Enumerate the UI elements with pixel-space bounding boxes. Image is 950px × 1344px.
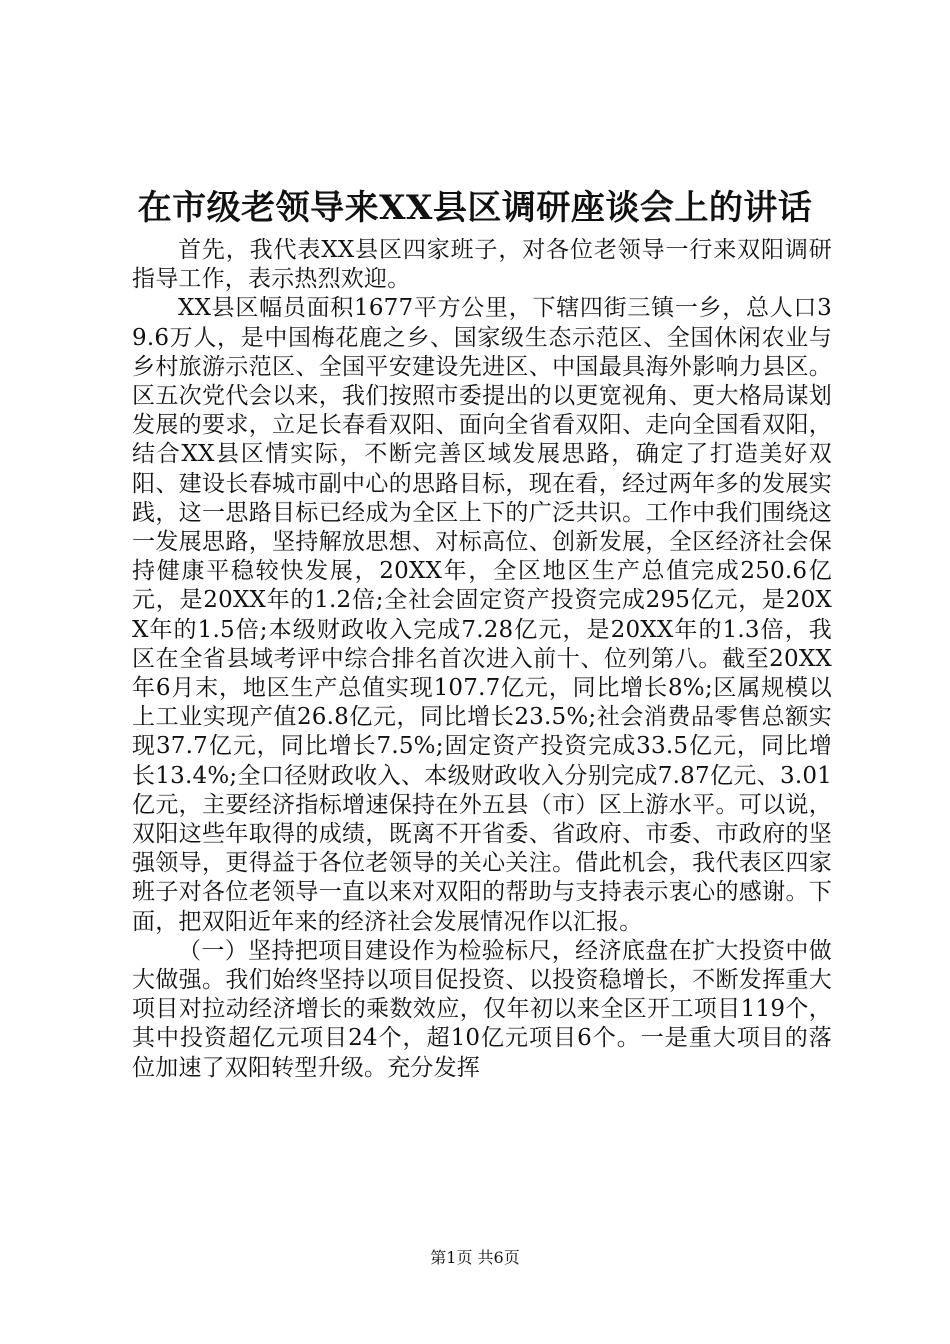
- document-body: [132, 236, 832, 1083]
- paragraph-overview: XX县区幅员面积1677平方公里，下辖四街三镇一乡，总人口39.6万人，是中国梅花鹿之乡、国家级生态示范区、全国休闲农业与乡村旅游示范区、全国平安建设先进区、中国最具海外影响力县区。区五次党代会以来，我们按照市委提出的以更宽视角、更大格局谋划发展的要求，立足长春看双阳、面向全省看双阳、走向全国看双阳，结合XX县区情实际，不断完善区域发展思路，确定了打造美好双阳、建设长春城市副中心的思路目标，现在看，经过两年多的发展实践，这一思路目标已经成为全区上下的广泛共识。工作中我们围绕这一发展思路，坚持解放思想、对标高位、创新发展，全区经济社会保持健康平稳较快发展，20XX年，全区地区生产总值完成250.6亿元，是20XX年的1.2倍;全社会固定资产投资完成295亿元，是20XX年的1.5倍;本级财政收入完成7.28亿元，是20XX年的1.3倍，我区在全省县域考评中综合排名首次进入前十、位列第八。截至20XX年6月末，地区生产总值实现107.7亿元，同比增长8%;区属规模以上工业实现产值26.8亿元，同比增长23.5%;社会消费品零售总额实现37.7亿元，同比增长7.5%;固定资产投资完成33.5亿元，同比增长13.4%;全口径财政收入、本级财政收入分别完成7.87亿元、3.01亿元，主要经济指标增速保持在外五县（市）区上游水平。可以说，双阳这些年取得的成绩，既离不开省委、省政府、市委、市政府的坚强领导，更得益于各位老领导的关心关注。借此机会，我代表区四家班子对各位老领导一直以来对双阳的帮助与支持表示衷心的感谢。下面，把双阳近年来的经济社会发展情况作以汇报。: [132, 295, 832, 935]
- page-number-footer: 第1页 共6页: [430, 1248, 520, 1267]
- paragraph-welcome: 首先，我代表XX县区四家班子，对各位老领导一行来双阳调研指导工作，表示热烈欢迎。: [132, 237, 832, 293]
- paragraph-project-construction: （一）坚持把项目建设作为检验标尺，经济底盘在扩大投资中做大做强。我们始终坚持以项目促投资、以投资稳增长，不断发挥重大项目对拉动经济增长的乘数效应，仅年初以来全区开工项目119个，其中投资超亿元项目24个，超10亿元项目6个。一是重大项目的落位加速了双阳转型升级。充分发挥: [132, 937, 832, 1081]
- document-title: 在市级老领导来XX县区调研座谈会上的讲话: [137, 188, 813, 228]
